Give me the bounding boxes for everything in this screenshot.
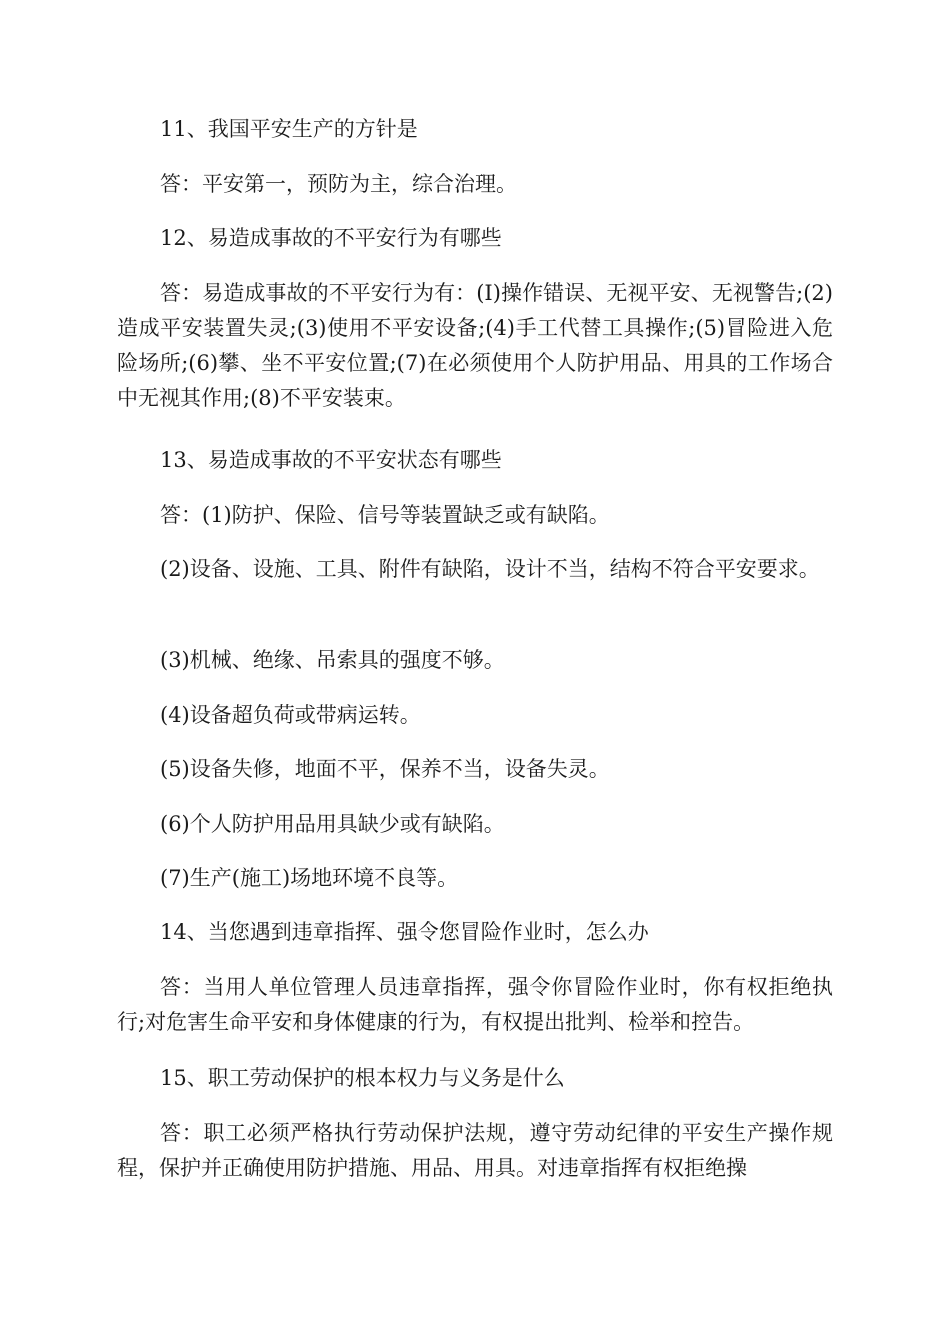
answer-13-item-7: (7)生产(施工)场地环境不良等。	[160, 866, 459, 890]
answer-12: 答：易造成事故的不平安行为有：(I)操作错误、无视平安、无视警告;(2)造成平安装置失灵;(3)使用不平安设备;(4)手工代替工具操作;(5)冒险进入危险场所;(6)攀、坐不平安位置;(7)在必须使用个人防护用品、用具的工作场合中无视其作用;(8)不平安装束。	[117, 281, 833, 410]
question-15: 15、职工劳动保护的根本权力与义务是什么	[160, 1066, 565, 1090]
answer-11: 答：平安第一，预防为主，综合治理。	[160, 172, 517, 196]
answer-13-item-2: (2)设备、设施、工具、附件有缺陷，设计不当，结构不符合平安要求。	[160, 557, 820, 581]
question-14: 14、当您遇到违章指挥、强令您冒险作业时，怎么办	[160, 920, 649, 944]
question-12: 12、易造成事故的不平安行为有哪些	[160, 226, 502, 250]
question-13: 13、易造成事故的不平安状态有哪些	[160, 448, 502, 472]
answer-13-item-5: (5)设备失修，地面不平，保养不当，设备失灵。	[160, 757, 610, 781]
answer-13-item-6: (6)个人防护用品用具缺少或有缺陷。	[160, 812, 505, 836]
answer-13-item-4: (4)设备超负荷或带病运转。	[160, 703, 421, 727]
answer-13-item-3: (3)机械、绝缘、吊索具的强度不够。	[160, 648, 505, 672]
answer-14: 答：当用人单位管理人员违章指挥，强令你冒险作业时，你有权拒绝执行;对危害生命平安和身体健康的行为，有权提出批判、检举和控告。	[117, 975, 833, 1034]
question-11: 11、我国平安生产的方针是	[160, 117, 418, 141]
answer-13-item-1: 答：(1)防护、保险、信号等装置缺乏或有缺陷。	[160, 503, 610, 527]
answer-15: 答：职工必须严格执行劳动保护法规，遵守劳动纪律的平安生产操作规程，保护并正确使用防护措施、用品、用具。对违章指挥有权拒绝操	[117, 1121, 833, 1180]
